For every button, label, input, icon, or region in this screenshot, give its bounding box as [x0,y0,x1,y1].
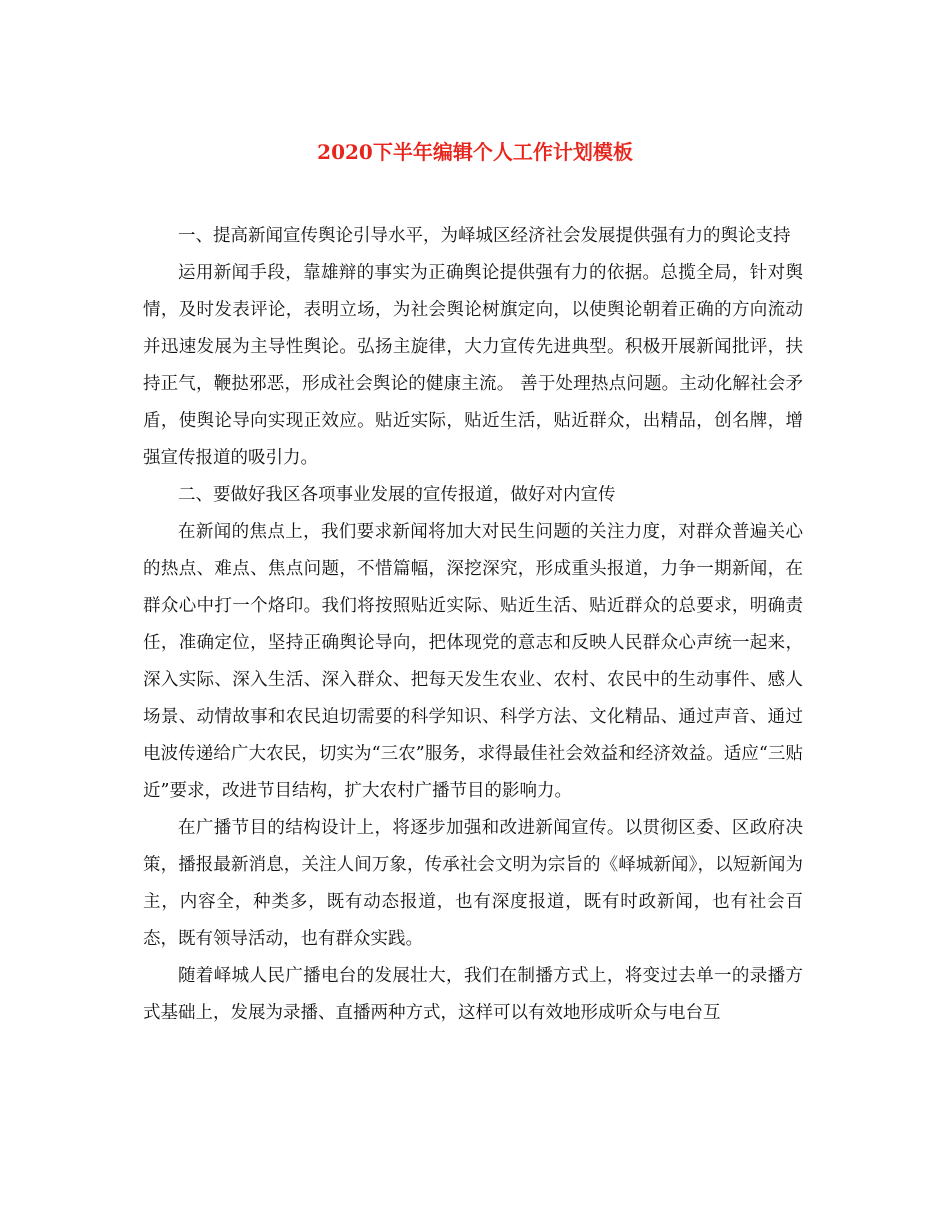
paragraph: 运用新闻手段，靠雄辩的事实为正确舆论提供强有力的依据。总揽全局，针对舆情，及时发表评论，表明立场，为社会舆论树旗定向，以使舆论朝着正确的方向流动并迅速发展为主导性舆论。弘扬主旋律，大力宣传先进典型。积极开展新闻批评，扶持正气，鞭挞邪恶，形成社会舆论的健康主流。 善于处理热点问题。主动化解社会矛盾，使舆论导向实现正效应。贴近实际，贴近生活，贴近群众，出精品，创名牌，增强宣传报道的吸引力。 [143,263,803,468]
section-heading-2: 二、要做好我区各项事业发展的宣传报道，做好对内宣传 [178,485,616,505]
document-body [143,218,803,1032]
document-title: 2020下半年编辑个人工作计划模板 [317,140,633,164]
paragraph: 在新闻的焦点上，我们要求新闻将加大对民生问题的关注力度，对群众普遍关心的热点、难点、焦点问题，不惜篇幅，深挖深究，形成重头报道，力争一期新闻，在群众心中打一个烙印。我们将按照贴近实际、贴近生活、贴近群众的总要求，明确责任，准确定位，坚持正确舆论导向，把体现党的意志和反映人民群众心声统一起来，深入实际、深入生活、深入群众、把每天发生农业、农村、农民中的生动事件、感人场景、动情故事和农民迫切需要的科学知识、科学方法、文化精品、通过声音、通过电波传递给广大农民，切实为“三农”服务，求得最佳社会效益和经济效益。适应“三贴近”要求，改进节目结构，扩大农村广播节目的影响力。 [143,522,803,801]
section-heading-1: 一、提高新闻宣传舆论引导水平，为峄城区经济社会发展提供强有力的舆论支持 [178,226,791,246]
paragraph: 随着峄城人民广播电台的发展壮大，我们在制播方式上，将变过去单一的录播方式基础上，发展为录播、直播两种方式，这样可以有效地形成听众与电台互 [143,966,803,1023]
paragraph: 在广播节目的结构设计上，将逐步加强和改进新闻宣传。以贯彻区委、区政府决策，播报最新消息，关注人间万象，传承社会文明为宗旨的《峄城新闻》，以短新闻为主，内容全，种类多，既有动态报道，也有深度报道，既有时政新闻，也有社会百态，既有领导活动，也有群众实践。 [143,818,803,949]
